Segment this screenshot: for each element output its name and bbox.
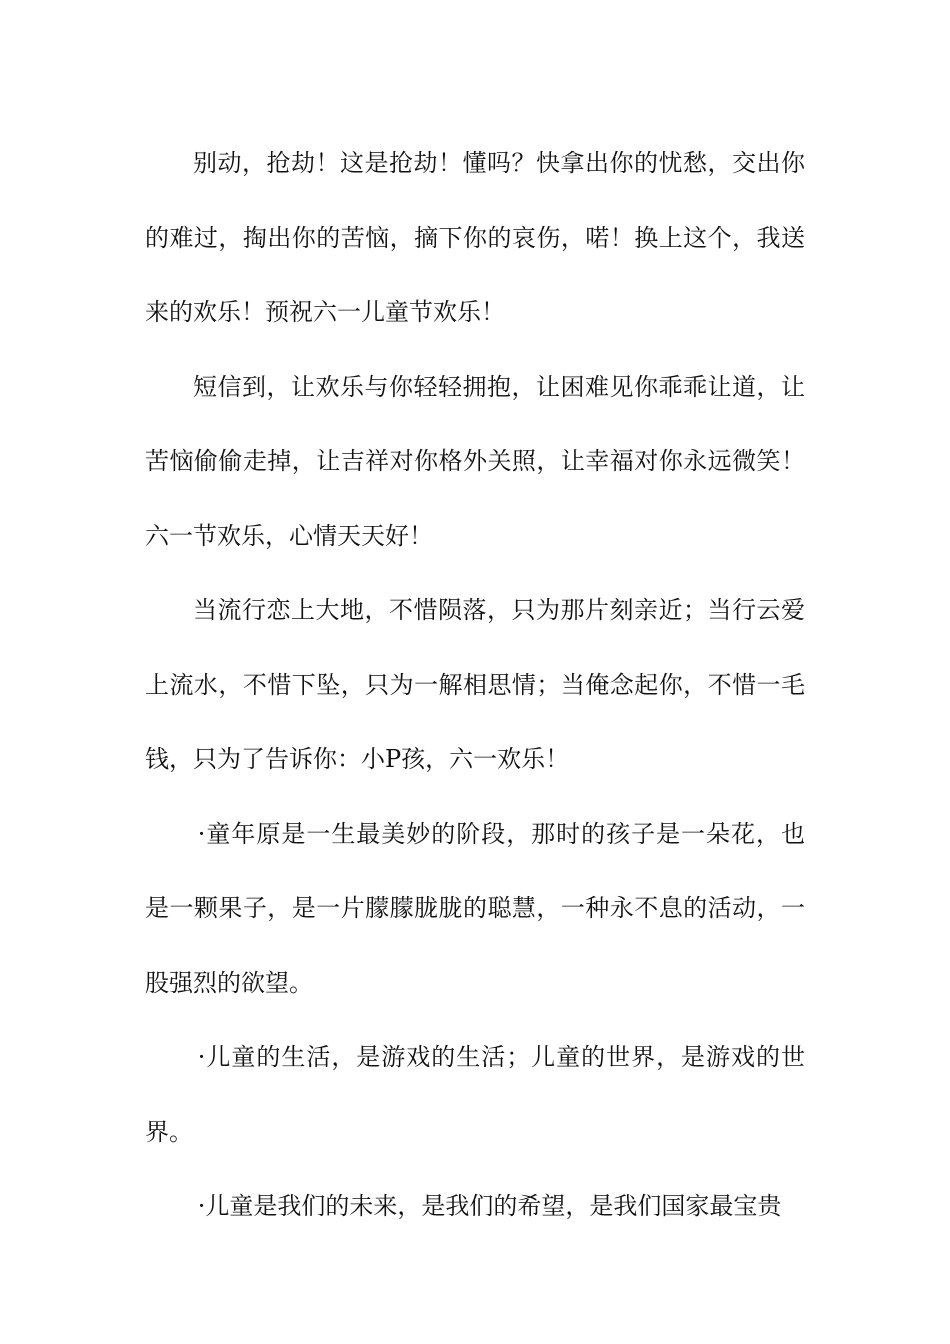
paragraph-4: ·童年原是一生最美妙的阶段，那时的孩子是一朵花，也是一颗果子，是一片朦朦胧胧的聪慧，一种永不息的活动，一股强烈的欲望。: [145, 819, 805, 997]
paragraph-2: 短信到，让欢乐与你轻轻拥抱，让困难见你乖乖让道，让苦恼偷偷走掉，让吉祥对你格外关照，让幸福对你永远微笑！六一节欢乐，心情天天好！: [145, 372, 805, 550]
document-body: [145, 126, 805, 1244]
paragraph-6: ·儿童是我们的未来，是我们的希望，是我们国家最宝贵: [197, 1192, 782, 1220]
paragraph-5: ·儿童的生活，是游戏的生活；儿童的世界，是游戏的世界。: [145, 1043, 805, 1146]
paragraph-3: 当流行恋上大地，不惜陨落，只为那片刻亲近；当行云爱上流水，不惜下坠，只为一解相思情；当俺念起你，不惜一毛钱，只为了告诉你：小P孩，六一欢乐！: [145, 596, 805, 773]
paragraph-1: 别动，抢劫！这是抢劫！懂吗？快拿出你的忧愁，交出你的难过，掏出你的苦恼，摘下你的哀伤，喏！换上这个，我送来的欢乐！预祝六一儿童节欢乐！: [145, 149, 805, 326]
